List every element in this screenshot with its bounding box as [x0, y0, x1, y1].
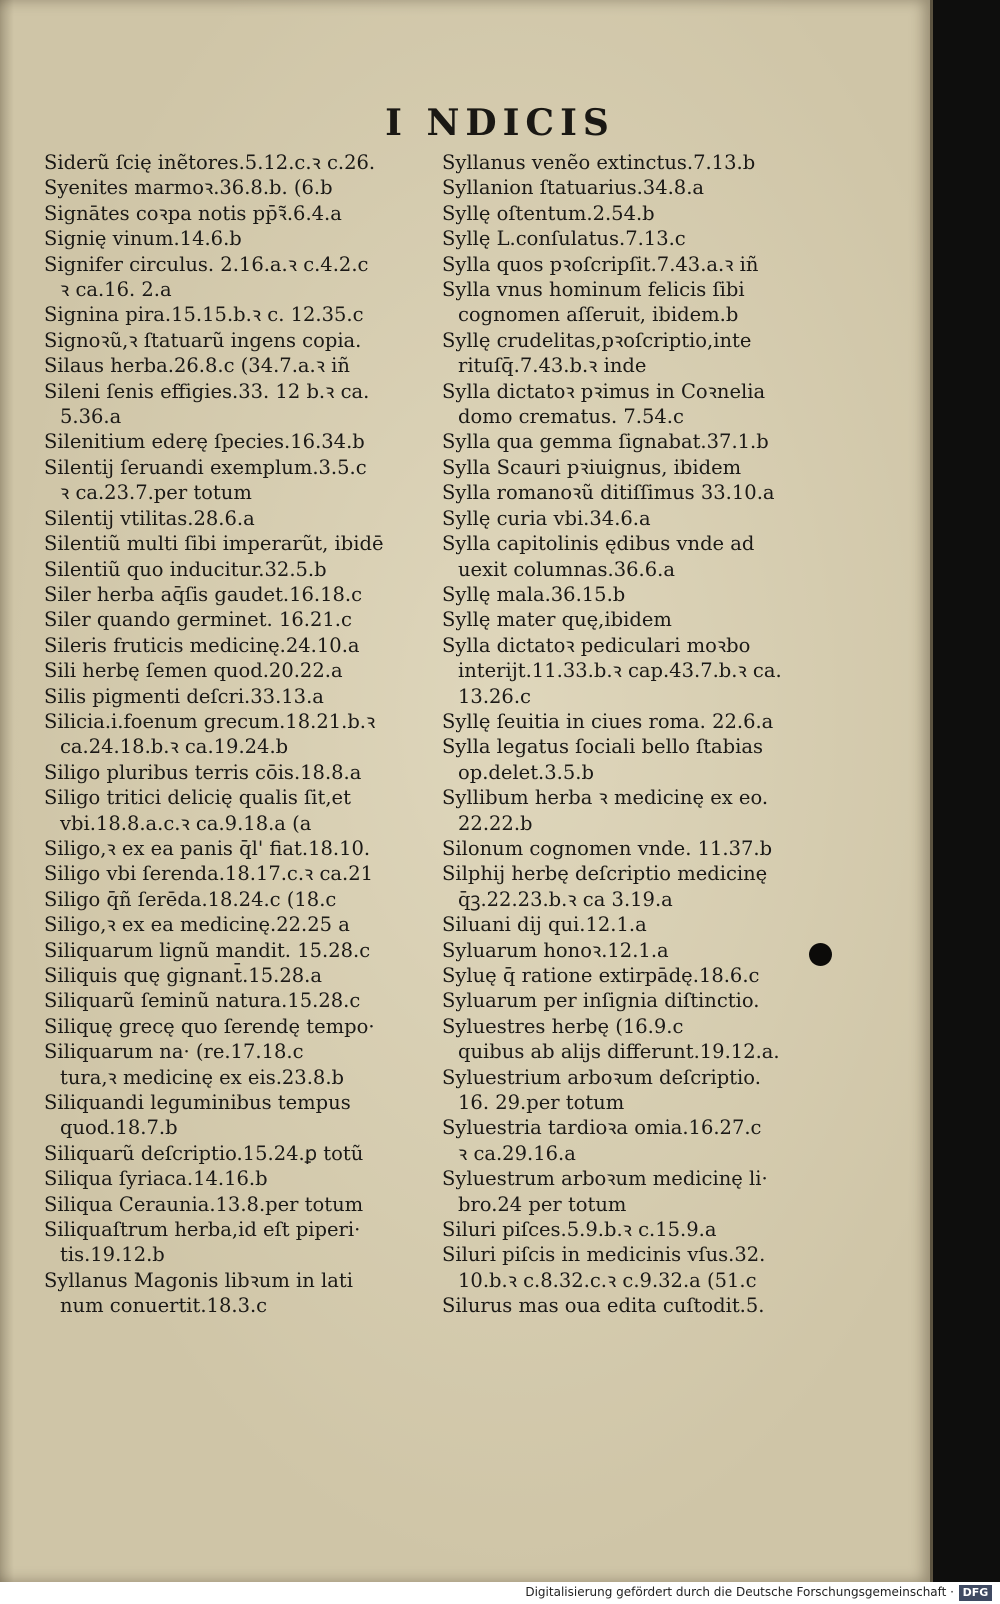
index-entry-line: Siliqua Ceraunia.13.8.per totum [44, 1192, 364, 1216]
index-entry-continuation: ꝛ ca.23.7.per totum [60, 481, 252, 505]
index-entry [442, 226, 832, 251]
index-entry-line: Syluestrium arboꝛum deſcriptio. [442, 1065, 761, 1089]
index-entry-line: Siluri piſces.5.9.b.ꝛ c.15.9.a [442, 1218, 717, 1242]
index-entry [44, 1141, 428, 1166]
index-entry-continuation: interijt.11.33.b.ꝛ cap.43.7.b.ꝛ ca. [458, 659, 782, 683]
index-entry [442, 988, 832, 1013]
index-entry [442, 328, 832, 379]
index-entry [44, 175, 428, 200]
dfg-logo: DFG [959, 1585, 992, 1601]
index-entry-line: Syllę mala.36.15.b [442, 582, 626, 606]
index-entry-line: Siliqua ſyriaca.14.16.b [44, 1167, 268, 1191]
index-entry-line: Siliquarum lignũ mandit. 15.28.c [44, 938, 371, 962]
index-entry [44, 252, 428, 303]
index-entry [442, 861, 832, 912]
index-entry-line: Syllę curia vbi.34.6.a [442, 506, 651, 530]
index-entry [442, 252, 832, 277]
index-entry-line: Siliquarum na· (re.17.18.c [44, 1040, 304, 1064]
index-entry [44, 988, 428, 1013]
index-entry [442, 836, 832, 861]
index-entry-line: Sili herbę ſemen quod.20.22.a [44, 659, 343, 683]
index-entry-line: Syllanion ſtatuarius.34.8.a [442, 176, 705, 200]
index-entry [44, 1014, 428, 1039]
index-entry-continuation: tis.19.12.b [60, 1243, 165, 1267]
index-entry-line: Signifer circulus. 2.16.a.ꝛ c.4.2.c [44, 252, 369, 276]
index-entry-line: Silurus mas oua edita cuſtodit.5. [442, 1294, 765, 1318]
running-header: I NDICIS [385, 102, 615, 144]
index-entry [44, 353, 428, 378]
index-entry-line: Siligo pluribus terris cōis.18.8.a [44, 760, 362, 784]
index-entry [442, 582, 832, 607]
index-entry [44, 506, 428, 531]
index-entry [442, 963, 832, 988]
index-entry-line: Syllanus Magonis libꝛum in lati [44, 1268, 353, 1292]
index-entry [44, 328, 428, 353]
index-entry-continuation: 13.26.c [458, 684, 531, 708]
index-entry [44, 963, 428, 988]
index-entry [44, 1217, 428, 1268]
index-entry-line: Siligo,ꝛ ex ea panis q̄l' fiat.18.10. [44, 836, 371, 860]
index-entry-line: Sylla dictatoꝛ pediculari moꝛbo [442, 633, 751, 657]
index-entry-continuation: quibus ab alijs differunt.19.12.a. [458, 1040, 780, 1064]
index-entry-line: Silis pigmenti deſcri.33.13.a [44, 684, 324, 708]
index-entry [44, 379, 428, 430]
index-entry [442, 785, 832, 836]
index-entry-line: Sylla capitolinis ędibus vnde ad [442, 532, 755, 556]
index-entry [44, 531, 428, 556]
index-entry-line: Silicia.i.foenum grecum.18.21.b.ꝛ [44, 709, 376, 733]
index-entry-line: Siligo q̄ñ ſerēda.18.24.c (18.c [44, 887, 337, 911]
index-entry-continuation: 10.b.ꝛ c.8.32.c.ꝛ c.9.32.a (51.c [458, 1268, 757, 1292]
index-entry [44, 938, 428, 963]
index-entry [442, 531, 832, 582]
index-entry-line: Syluestria tardioꝛa omia.16.27.c [442, 1116, 762, 1140]
index-entry-line: Silentij ſeruandi exemplum.3.5.c [44, 455, 367, 479]
index-entry-continuation: vbi.18.8.a.c.ꝛ ca.9.18.a (a [60, 811, 312, 835]
index-entry-continuation: uexit columnas.36.6.a [458, 557, 675, 581]
index-entry-line: Siler quando germinet. 16.21.c [44, 608, 352, 632]
index-entry-line: Siderũ ſcię inẽtores.5.12.c.ꝛ c.26. [44, 151, 376, 174]
index-entry-continuation: ca.24.18.b.ꝛ ca.19.24.b [60, 735, 289, 759]
index-entry [44, 760, 428, 785]
index-entry-line: Siliquę grecę quo ſerendę tempo· [44, 1014, 375, 1038]
footer-bar [0, 1582, 1000, 1604]
index-entry-line: Sylla romanoꝛũ ditiſſimus 33.10.a [442, 481, 775, 505]
index-entry [442, 429, 832, 454]
index-entry-continuation: q̄ꝫ.22.23.b.ꝛ ca 3.19.a [458, 887, 673, 911]
index-entry [442, 480, 832, 505]
index-entry-line: Syllę L.conſulatus.7.13.c [442, 227, 686, 251]
index-entry-continuation: rituſq̄.7.43.b.ꝛ inde [458, 354, 647, 378]
index-entry-continuation: domo crematus. 7.54.c [458, 405, 684, 429]
index-entry-line: Syluarum per inſignia diſtinctio. [442, 989, 760, 1013]
index-entry-line: Siluani dij qui.12.1.a [442, 913, 647, 937]
index-entry-line: Syluestres herbę (16.9.c [442, 1014, 684, 1038]
index-entry-line: Syluę q̄ ratione extirpādę.18.6.c [442, 964, 760, 987]
index-entry-continuation: 16. 29.per totum [458, 1091, 625, 1115]
index-entry-line: Sylla vnus hominum felicis ſibi [442, 278, 745, 302]
index-entry [442, 1293, 832, 1318]
index-entry [44, 150, 428, 175]
index-entry [442, 1014, 832, 1065]
index-entry [44, 633, 428, 658]
index-entry [44, 455, 428, 506]
index-entry [44, 201, 428, 226]
index-entry-continuation: 22.22.b [458, 811, 533, 835]
funding-credit: Digitalisierung gefördert durch die Deutsche Forschungsgemeinschaft · [525, 1585, 954, 1599]
index-entry-line: Sileni ſenis effigies.33. 12 b.ꝛ ca. [44, 379, 370, 403]
index-entry [44, 684, 428, 709]
index-entry [44, 658, 428, 683]
index-entry [442, 277, 832, 328]
index-entry-line: Signātes coꝛpa notis pp̄ꝛ̃.6.4.a [44, 201, 342, 225]
index-entry [44, 226, 428, 251]
index-entry [442, 1242, 832, 1293]
index-entry-line: Sylla legatus ſociali bello ſtabias [442, 735, 764, 759]
index-entry-line: Siliquaſtrum herba,id eſt piperi· [44, 1218, 361, 1242]
index-entry [44, 302, 428, 327]
index-entry-line: Silphij herbę deſcriptio medicinę [442, 862, 768, 886]
index-entry [44, 607, 428, 632]
index-entry-line: Signię vinum.14.6.b [44, 227, 242, 251]
index-entry-line: Syenites marmoꝛ.36.8.b. (6.b [44, 176, 333, 200]
index-entry [44, 836, 428, 861]
index-entry-line: Silentiũ multi ſibi imperarũt, ibidē [44, 532, 384, 556]
index-entry-line: Silentij vtilitas.28.6.a [44, 506, 255, 530]
index-entry [44, 912, 428, 937]
index-entry-continuation: ꝛ ca.29.16.a [458, 1141, 576, 1165]
page-edge [930, 0, 933, 1582]
index-entry [442, 1217, 832, 1242]
index-entry-line: Siligo vbi ſerenda.18.17.c.ꝛ ca.21 [44, 862, 374, 886]
index-entry-continuation: 5.36.a [60, 405, 122, 429]
index-entry-line: Siliquarũ deſcriptio.15.24.ꝑ totũ [44, 1141, 364, 1165]
index-entry-line: Syluarum honoꝛ.12.1.a [442, 938, 669, 962]
index-entry-continuation: num conuertit.18.3.c [60, 1294, 268, 1318]
index-entry-line: Signina pira.15.15.b.ꝛ c. 12.35.c [44, 303, 364, 327]
index-entry-line: Sylla quos pꝛoſcripſit.7.43.a.ꝛ iñ [442, 252, 759, 276]
index-entry [44, 1039, 428, 1090]
index-entry-line: Sylla Scauri pꝛiuignus, ibidem [442, 455, 742, 479]
index-entry-line: Syllę crudelitas,pꝛoſcriptio,inte [442, 328, 752, 352]
index-entry [442, 1166, 832, 1217]
index-entry [44, 861, 428, 886]
index-entry-line: Syllibum herba ꝛ medicinę ex eo. [442, 786, 769, 810]
ink-blot-mark [809, 943, 832, 966]
index-entry-line: Siler herba aq̄ſis gaudet.16.18.c [44, 582, 363, 606]
index-entry [442, 938, 832, 963]
index-entry [442, 633, 832, 709]
index-entry [44, 709, 428, 760]
index-column-left [44, 150, 428, 1319]
index-entry [442, 506, 832, 531]
index-entry-line: Syllę ſeuitia in ciues roma. 22.6.a [442, 709, 774, 733]
index-entry [442, 201, 832, 226]
index-entry [44, 1090, 428, 1141]
index-entry [442, 379, 832, 430]
index-entry-line: Siligo tritici delicię qualis ſit,et [44, 786, 351, 810]
index-entry-line: Siluri piſcis in medicinis vſus.32. [442, 1243, 766, 1267]
index-entry-line: Silentiũ quo inducitur.32.5.b [44, 557, 327, 581]
index-column-right [442, 150, 832, 1319]
index-entry [44, 429, 428, 454]
index-entry-line: Syluestrum arboꝛum medicinę li· [442, 1167, 768, 1191]
index-entry-line: Syllanus venẽo extinctus.7.13.b [442, 151, 756, 174]
index-entry [442, 734, 832, 785]
index-entry [442, 175, 832, 200]
index-entry [44, 557, 428, 582]
index-entry-continuation: ꝛ ca.16. 2.a [60, 278, 172, 302]
index-entry [44, 582, 428, 607]
index-entry-line: Siligo,ꝛ ex ea medicinę.22.25 a [44, 913, 350, 937]
index-entry [442, 912, 832, 937]
index-entry-line: Sylla dictatoꝛ pꝛimus in Coꝛnelia [442, 379, 766, 403]
index-entry-line: Silaus herba.26.8.c (34.7.a.ꝛ iñ [44, 354, 350, 378]
index-entry-line: Silonum cognomen vnde. 11.37.b [442, 836, 773, 860]
index-entry-line: Silenitium ederę ſpecies.16.34.b [44, 430, 365, 454]
index-entry-line: Syllę mater quę,ibidem [442, 608, 672, 632]
index-entry-continuation: op.delet.3.5.b [458, 760, 594, 784]
index-entry [442, 1115, 832, 1166]
index-entry-continuation: bro.24 per totum [458, 1192, 627, 1216]
index-entry [44, 887, 428, 912]
index-entry-line: Siliquandi leguminibus tempus [44, 1091, 351, 1115]
index-entry-continuation: tura,ꝛ medicinę ex eis.23.8.b [60, 1065, 345, 1089]
index-entry-line: Signoꝛũ,ꝛ ſtatuarũ ingens copia. [44, 328, 362, 352]
index-entry-line: Syllę oſtentum.2.54.b [442, 201, 655, 225]
index-entry [442, 455, 832, 480]
index-entry [442, 607, 832, 632]
index-entry [44, 1166, 428, 1191]
index-entry-line: Sylla qua gemma ſignabat.37.1.b [442, 430, 769, 454]
index-entry [44, 1192, 428, 1217]
index-entry [44, 1268, 428, 1319]
index-entry [442, 1065, 832, 1116]
index-entry [44, 785, 428, 836]
index-entry [442, 709, 832, 734]
index-entry-continuation: cognomen aſſeruit, ibidem.b [458, 303, 739, 327]
index-entry-line: Sileris fruticis medicinę.24.10.a [44, 633, 360, 657]
index-entry-continuation: quod.18.7.b [60, 1116, 178, 1140]
index-entry-line: Siliquarũ ſeminũ natura.15.28.c [44, 989, 361, 1013]
index-entry-line: Siliquis quę gignant̄.15.28.a [44, 964, 322, 987]
index-entry [442, 150, 832, 175]
